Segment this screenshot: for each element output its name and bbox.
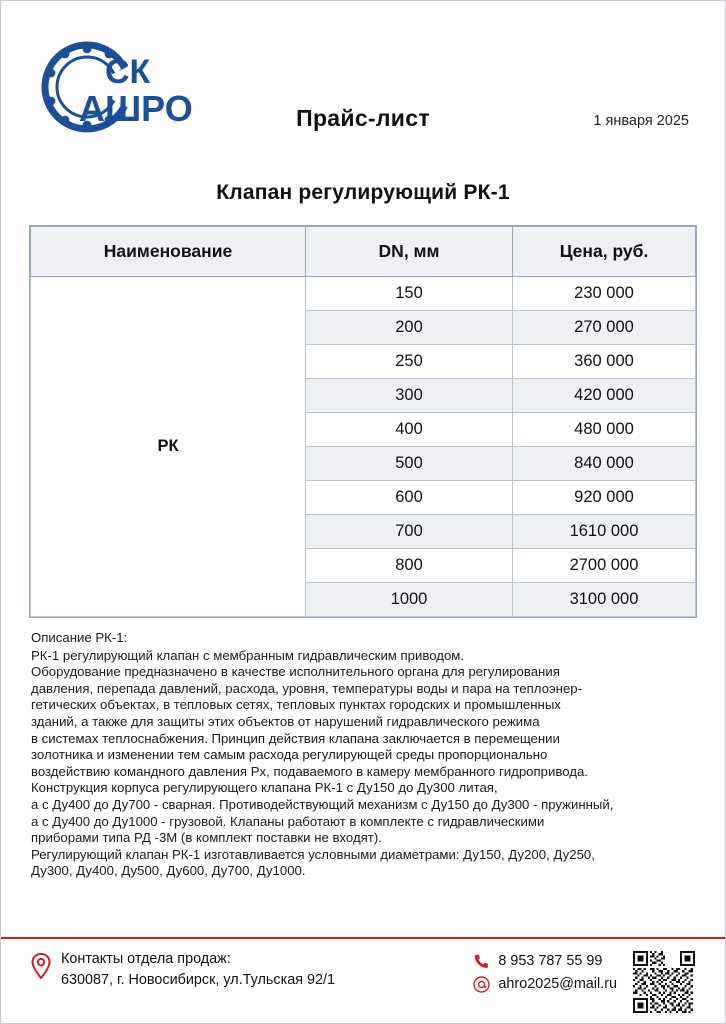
description-line: а с Ду400 до Ду1000 - грузовой. Клапаны работают в комплекте с гидравлическими (31, 813, 545, 829)
description-line: РК-1 регулирующий клапан с мембранным гидравлическим приводом. (31, 647, 465, 663)
cell-price: 840 000 (513, 447, 696, 481)
cell-price: 3100 000 (513, 583, 696, 617)
cell-dn: 1000 (306, 583, 513, 617)
cell-dn: 150 (306, 277, 513, 311)
description-line: в системах теплоснабжения. Принцип действия клапана заключается в перемещении (31, 730, 560, 746)
description-text (31, 648, 695, 880)
cell-dn: 500 (306, 447, 513, 481)
description-line: зданий, а также для защиты этих объектов от нарушений гидравлического режима (31, 713, 540, 729)
email-row[interactable] (473, 974, 617, 995)
description-heading: Описание РК-1: (31, 630, 128, 645)
cell-dn: 800 (306, 549, 513, 583)
page-title: Прайс-лист (296, 105, 430, 131)
description-line: гетических объектах, в тепловых сетях, тепловых пунктах городских и промышленных (31, 697, 561, 713)
qr-code-icon (633, 951, 695, 1013)
address-block (31, 949, 335, 991)
description-line: Конструкция корпуса регулирующего клапана РК-1 с Ду150 до Ду300 литая, (31, 780, 498, 796)
price-table-container (29, 225, 697, 618)
document-footer (1, 937, 725, 1023)
company-address: 630087, г. Новосибирск, ул.Тульская 92/1 (61, 972, 336, 988)
product-name-cell: РК (31, 277, 306, 617)
cell-price: 2700 000 (513, 549, 696, 583)
cell-price: 420 000 (513, 379, 696, 413)
document-date: 1 января 2025 (593, 113, 689, 129)
cell-dn: 400 (306, 413, 513, 447)
logo-text-line2: АШРО (79, 88, 193, 129)
logo-text-line1: СК (105, 53, 151, 91)
product-title: Клапан регулирующий РК-1 (216, 181, 510, 204)
description-line: воздействию командного давления Рх, подаваемого в камеру мембранного гидропривода. (31, 763, 588, 779)
cell-price: 480 000 (513, 413, 696, 447)
description-line: Ду300, Ду400, Ду500, Ду600, Ду700, Ду1000. (31, 863, 306, 879)
phone-icon (473, 953, 490, 970)
column-header-name: Наименование (31, 227, 306, 277)
price-table (30, 226, 696, 617)
description-line: Оборудование предназначено в качестве исполнительного органа для регулирования (31, 664, 560, 680)
cell-price: 230 000 (513, 277, 696, 311)
cell-price: 920 000 (513, 481, 696, 515)
description-line: Регулирующий клапан РК-1 изготавливается условными диаметрами: Ду150, Ду200, Ду250, (31, 846, 595, 862)
location-pin-icon (31, 953, 51, 984)
contact-details (473, 949, 695, 1013)
table-row (31, 277, 696, 311)
cell-price: 360 000 (513, 345, 696, 379)
price-table-body (31, 277, 696, 617)
phone-row[interactable] (473, 951, 617, 972)
cell-dn: 250 (306, 345, 513, 379)
email-address: ahro2025@mail.ru (498, 976, 617, 992)
column-header-dn: DN, мм (306, 227, 513, 277)
cell-dn: 200 (306, 311, 513, 345)
description-line: золотника и изменении тем самым расхода регулирующей среды пропорционально (31, 747, 548, 763)
phone-number: 8 953 787 55 99 (498, 953, 603, 969)
document-header (1, 1, 725, 151)
cell-price: 1610 000 (513, 515, 696, 549)
cell-dn: 300 (306, 379, 513, 413)
table-header-row (31, 227, 696, 277)
description-block (31, 630, 695, 880)
email-icon (473, 976, 490, 993)
cell-dn: 600 (306, 481, 513, 515)
description-line: давления, перепада давлений, расхода, уровня, температуры воды и пара на теплоэнер- (31, 680, 583, 696)
contacts-label: Контакты отдела продаж: (61, 951, 231, 967)
column-header-price: Цена, руб. (513, 227, 696, 277)
cell-price: 270 000 (513, 311, 696, 345)
description-line: а с Ду400 до Ду700 - сварная. Противодействующий механизм с Ду150 до Ду300 - пружинный, (31, 796, 614, 812)
description-line: приборами типа РД -3М (в комплект поставки не входят). (31, 830, 382, 846)
cell-dn: 700 (306, 515, 513, 549)
